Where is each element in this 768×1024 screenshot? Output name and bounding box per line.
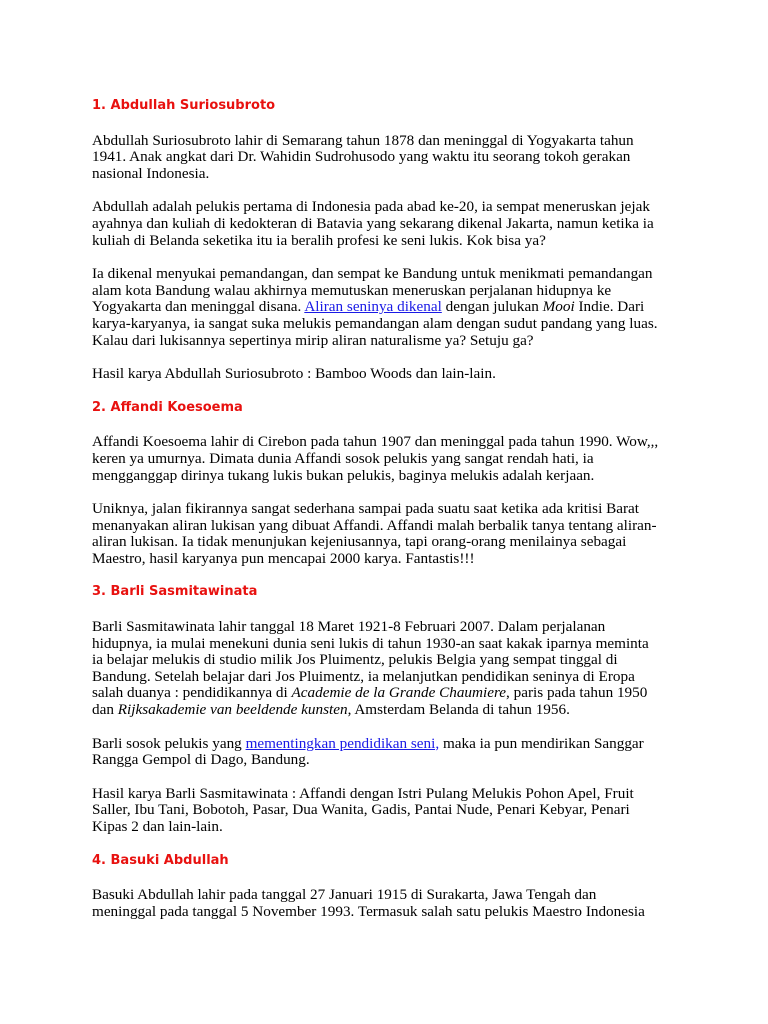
text-line: nasional Indonesia. [92, 164, 210, 182]
text-line: Kipas 2 dan lain-lain. [92, 818, 223, 835]
text-line [92, 702, 682, 719]
text-line: ayahnya dan kuliah di kedokteran di Batavia yang sekarang dikenal Jakarta, namun ketika ia [92, 214, 654, 232]
text-line: Abdullah Suriosubroto lahir di Semarang tahun 1878 dan meninggal di Yogyakarta tahun [92, 131, 634, 149]
text-span: dan [92, 701, 118, 719]
text-line [92, 299, 682, 316]
text-line: ia belajar melukis di studio milik Jos Pluimentz, pelukis Belgia yang sempat tinggal di [92, 651, 618, 669]
aliran-seninya-link[interactable]: Aliran seninya dikenal [304, 298, 442, 316]
text-line: Hasil karya Abdullah Suriosubroto : Bamboo Woods dan lain-lain. [92, 365, 496, 383]
document-page [92, 98, 682, 937]
text-line: meninggal pada tanggal 5 November 1993. Termasuk salah satu pelukis Maestro Indonesia [92, 902, 645, 920]
text-span: salah duanya : pendidikannya di [92, 684, 292, 702]
text-line: alam kota Bandung walau akhirnya memutuskan meneruskan perjalanan hidupnya ke [92, 281, 612, 299]
text-line: Basuki Abdullah lahir pada tanggal 27 Januari 1915 di Surakarta, Jawa Tengah dan [92, 886, 597, 904]
paragraph [92, 133, 682, 183]
text-line: Bandung. Setelah belajar dari Jos Pluimentz, ia melanjutkan pendidikan seninya di Eropa [92, 667, 635, 685]
text-line [92, 685, 682, 702]
text-line: kuliah di Belanda seketika itu ia beralih profesi ke seni lukis. Kok bisa ya? [92, 231, 546, 249]
text-line: Barli Sasmitawinata lahir tanggal 18 Maret 1921-8 Februari 2007. Dalam perjalanan [92, 618, 606, 636]
text-line [92, 736, 682, 753]
text-span: Yogyakarta dan meninggal disana. [92, 298, 305, 316]
italic-text: Academie de la Grande Chaumiere [291, 684, 507, 702]
paragraph [92, 619, 682, 719]
text-line: Abdullah adalah pelukis pertama di Indonesia pada abad ke-20, ia sempat meneruskan jejak [92, 198, 650, 216]
text-line: Rangga Gempol di Dago, Bandung. [92, 751, 310, 769]
text-line: Maestro, hasil karyanya pun mencapai 2000 karya. Fantastis!!! [92, 549, 475, 567]
paragraph [92, 736, 682, 769]
text-line: Hasil karya Barli Sasmitawinata : Affandi dengan Istri Pulang Melukis Pohon Apel, Fruit [92, 784, 634, 802]
italic-text: Rijksakademie van beeldende kunsten [117, 701, 348, 719]
italic-text: Mooi [542, 298, 575, 316]
text-line: Saller, Ibu Tani, Bobotoh, Pasar, Dua Wanita, Gadis, Pantai Nude, Penari Kebyar, Penari [92, 801, 630, 819]
text-span: , paris pada tahun 1950 [506, 684, 648, 702]
text-span: Barli sosok pelukis yang [92, 734, 246, 752]
section-heading-abdullah-suriosubroto: 1. Abdullah Suriosubroto [92, 98, 276, 113]
text-span: , Amsterdam Belanda di tahun 1956. [347, 701, 570, 719]
paragraph [92, 199, 682, 249]
text-line: Ia dikenal menyukai pemandangan, dan sempat ke Bandung untuk menikmati pemandangan [92, 265, 653, 283]
text-line: keren ya umurnya. Dimata dunia Affandi sosok pelukis yang sangat rendah hati, ia [92, 449, 594, 467]
text-line: hidupnya, ia mulai menekuni dunia seni lukis di tahun 1930-an saat kakak iparnya meminta [92, 634, 649, 652]
section-heading-affandi-koesoema: 2. Affandi Koesoema [92, 399, 243, 415]
text-line: 1941. Anak angkat dari Dr. Wahidin Sudrohusodo yang waktu itu seorang tokoh gerakan [92, 148, 631, 166]
text-line: Kalau dari lukisannya sepertinya mirip aliran naturalisme ya? Setuju ga? [92, 331, 534, 349]
section-heading-basuki-abdullah: 4. Basuki Abdullah [92, 852, 229, 868]
paragraph [92, 366, 682, 383]
text-line: Affandi Koesoema lahir di Cirebon pada tahun 1907 dan meninggal pada tahun 1990. Wow,,, [92, 433, 659, 451]
paragraph [92, 434, 682, 484]
text-line: menanyakan aliran lukisan yang dibuat Affandi. Affandi malah berbalik tanya tentang aliran- [92, 516, 657, 534]
paragraph [92, 501, 682, 567]
text-line: karya-karyanya, ia sangat suka melukis pemandangan alam dengan sudut pandang yang luas. [92, 314, 658, 332]
text-span: maka ia pun mendirikan Sanggar [439, 734, 644, 752]
paragraph [92, 887, 682, 920]
paragraph [92, 266, 682, 349]
text-span: dengan julukan [441, 298, 543, 316]
text-line: mengganggap dirinya tukang lukis bukan pelukis, baginya melukis adalah kerjaan. [92, 466, 595, 484]
text-span: Indie. Dari [574, 298, 645, 316]
paragraph [92, 786, 682, 836]
section-heading-barli-sasmitawinata: 3. Barli Sasmitawinata [92, 584, 258, 600]
text-line: Uniknya, jalan fikirannya sangat sederhana sampai pada suatu saat ketika ada kritisi Barat [92, 500, 639, 518]
mementingkan-pendidikan-seni-link[interactable]: mementingkan pendidikan seni, [245, 734, 440, 752]
text-line: aliran lukisan. Ia tidak menunjukan kejeniusannya, tapi orang-orang menilainya sebagai [92, 533, 627, 551]
